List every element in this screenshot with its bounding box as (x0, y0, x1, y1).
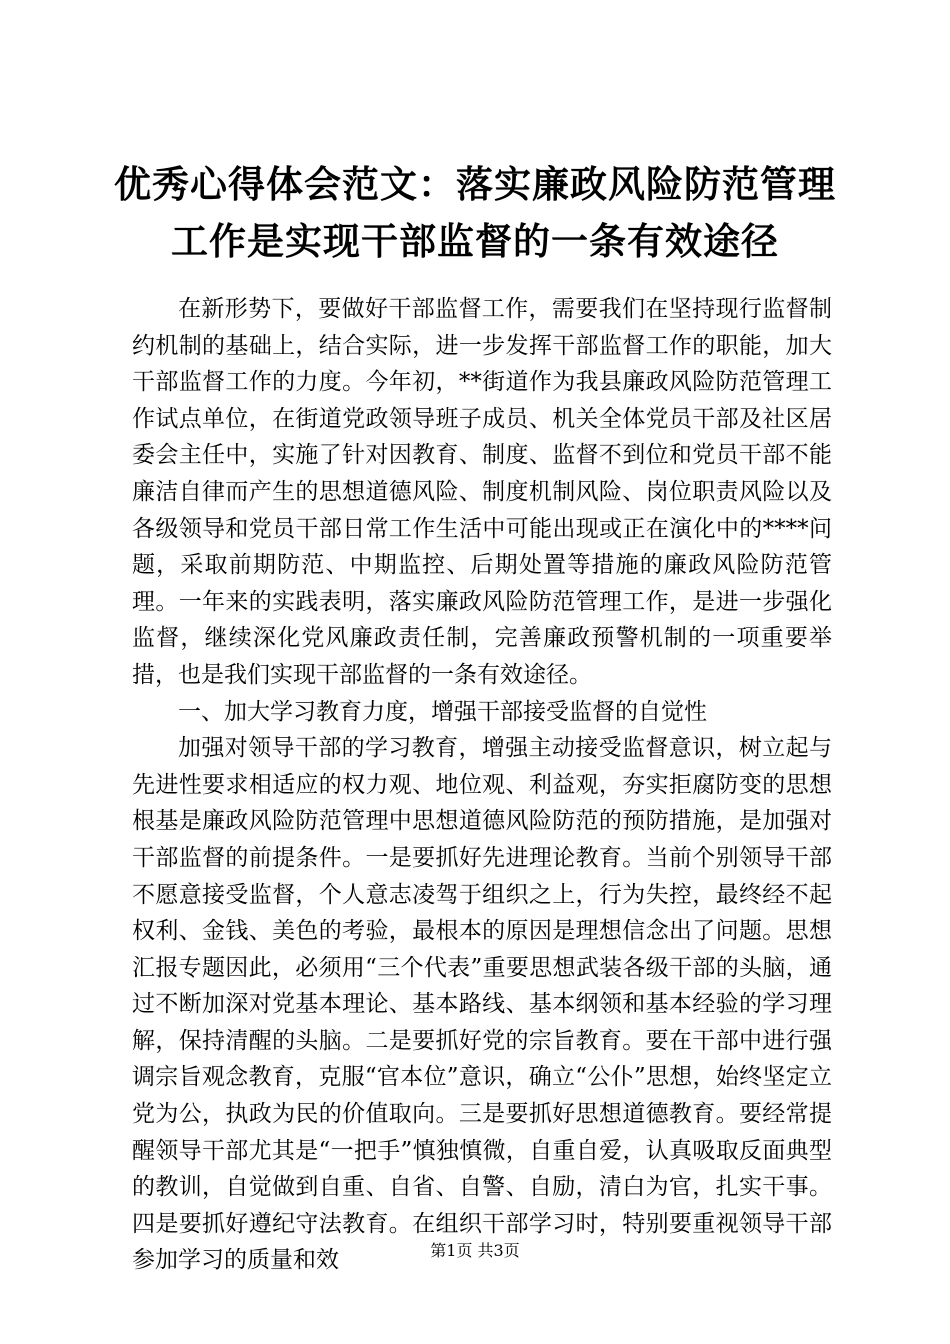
section-heading-1: 一、加大学习教育力度，增强干部接受监督的自觉性 (178, 698, 707, 725)
page-footer: 第1页 共3页 (430, 1241, 520, 1260)
intro-paragraph: 在新形势下，要做好干部监督工作，需要我们在坚持现行监督制约机制的基础上，结合实际，进一步发挥干部监督工作的职能，加大干部监督工作的力度。今年初，**街道作为我县廉政风险防范管理工作试点单位，在街道党政领导班子成员、机关全体党员干部及社区居委会主任中，实施了针对因教育、制度、监督不到位和党员干部不能廉洁自律而产生的思想道德风险、制度机制风险、岗位职责风险以及各级领导和党员干部日常工作生活中可能出现或正在演化中的****问题，采取前期防范、中期监控、后期处置等措施的廉政风险防范管理。一年来的实践表明，落实廉政风险防范管理工作，是进一步强化监督，继续深化党风廉政责任制，完善廉政预警机制的一项重要举措，也是我们实现干部监督的一条有效途径。 (132, 296, 832, 688)
document-title: 优秀心得体会范文：落实廉政风险防范管理工作是实现干部监督的一条有效途径 (114, 162, 836, 263)
section-paragraph-1: 加强对领导干部的学习教育，增强主动接受监督意识，树立起与先进性要求相适应的权力观、地位观、利益观，夯实拒腐防变的思想根基是廉政风险防范管理中思想道德风险防范的预防措施，是加强对干部监督的前提条件。一是要抓好先进理论教育。当前个别领导干部不愿意接受监督，个人意志凌驾于组织之上，行为失控，最终经不起权利、金钱、美色的考验，最根本的原因是理想信念出了问题。思想汇报专题因此，必须用“三个代表”重要思想武装各级干部的头脑，通过不断加深对党基本理论、基本路线、基本纲领和基本经验的学习理解，保持清醒的头脑。二是要抓好党的宗旨教育。要在干部中进行强调宗旨观念教育，克服“官本位”意识，确立“公仆”思想，始终坚定立党为公，执政为民的价值取向。三是要抓好思想道德教育。要经常提醒领导干部尤其是“一把手”慎独慎微，自重自爱，认真吸取反面典型的教训，自觉做到自重、自省、自警、自励，清白为官，扎实干事。四是要抓好遵纪守法教育。在组织干部学习时，特别要重视领导干部参加学习的质量和效 (132, 735, 832, 1274)
